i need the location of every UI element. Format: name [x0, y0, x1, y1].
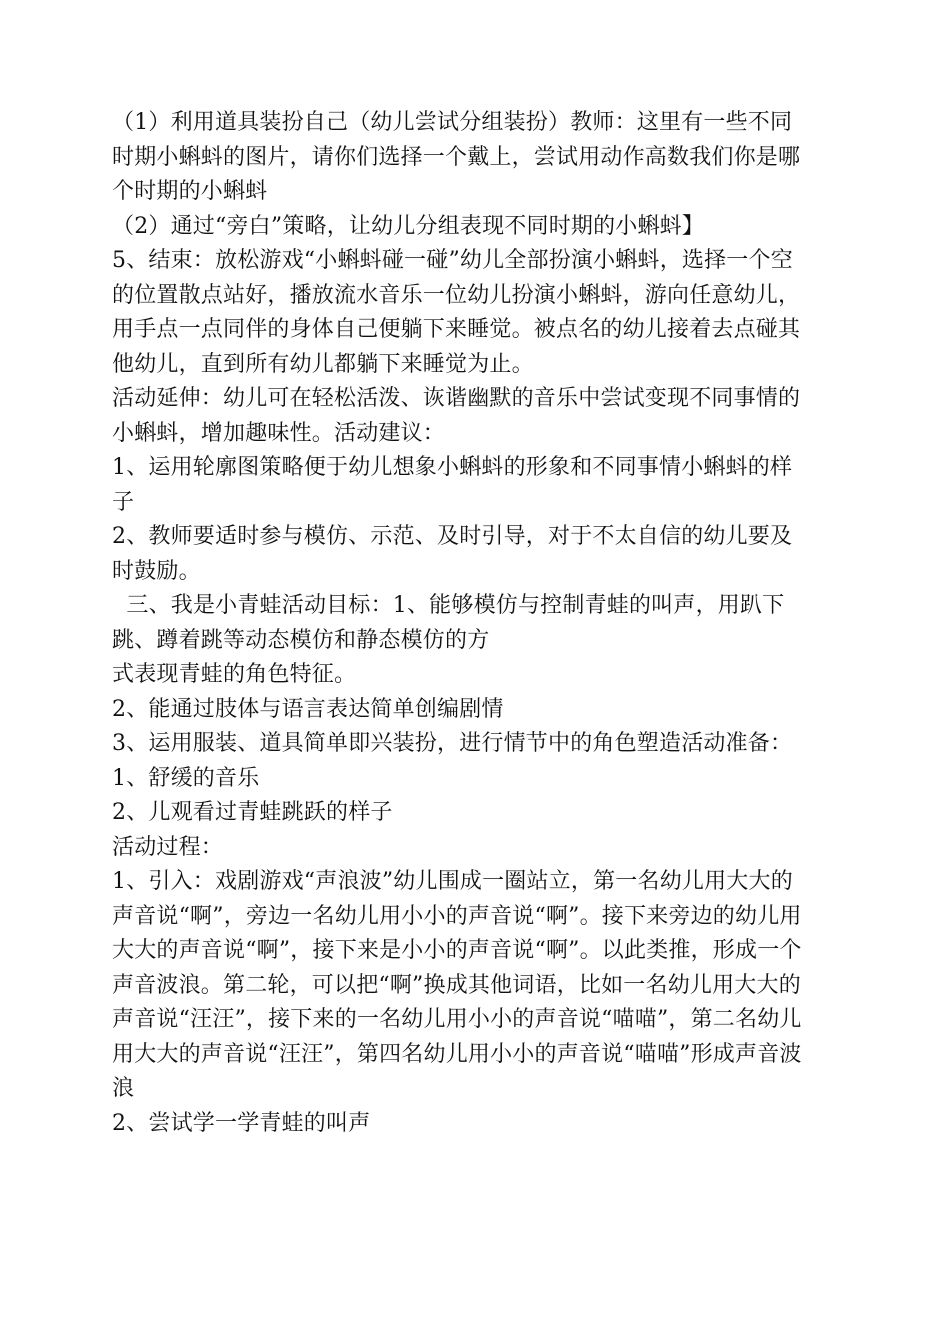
- document-body: [112, 106, 847, 1141]
- text-line: 3、运用服装、道具简单即兴装扮，进行情节中的角色塑造活动准备：: [112, 731, 793, 756]
- text-line: 三、我是小青蛙活动目标：1、能够模仿与控制青蛙的叫声，用趴下: [112, 593, 785, 618]
- text-line: 跳、蹲着跳等动态模仿和静态模仿的方: [112, 627, 490, 653]
- text-line: 他幼儿，直到所有幼儿都躺下来睡觉为止。: [112, 351, 534, 377]
- text-line: 2、儿观看过青蛙跳跃的样子: [112, 800, 393, 825]
- text-line: 5、结束：放松游戏“小蝌蚪碰一碰”幼儿全部扮演小蝌蚪，选择一个空: [112, 248, 793, 273]
- text-line: 2、尝试学一学青蛙的叫声: [112, 1110, 371, 1136]
- text-line: 个时期的小蝌蚪: [112, 179, 268, 204]
- text-line: 用手点一点同伴的身体自己便躺下来睡觉。被点名的幼儿接着去点碰其: [112, 317, 801, 342]
- text-line: 声音波浪。第二轮，可以把“啊”换成其他词语，比如一名幼儿用大大的: [112, 972, 801, 998]
- text-line: 2、能通过肢体与语言表达简单创编剧情: [112, 696, 504, 722]
- text-line: 式表现青蛙的角色特征。: [112, 662, 357, 687]
- text-line: 用大大的声音说“汪汪”，第四名幼儿用小小的声音说“喵喵”形成声音波: [112, 1041, 802, 1067]
- text-line: 2、教师要适时参与模仿、示范、及时引导，对于不太自信的幼儿要及: [112, 524, 793, 549]
- text-line: 1、引入：戏剧游戏“声浪波”幼儿围成一圈站立，第一名幼儿用大大的: [112, 869, 793, 894]
- text-line: （1）利用道具装扮自己（幼儿尝试分组装扮）教师：这里有一些不同: [112, 110, 793, 135]
- text-line: 活动延伸：幼儿可在轻松活泼、诙谐幽默的音乐中尝试变现不同事情的: [112, 386, 801, 411]
- text-line: 1、舒缓的音乐: [112, 765, 260, 791]
- text-line: 1、运用轮廓图策略便于幼儿想象小蝌蚪的形象和不同事情小蝌蚪的样: [112, 455, 793, 480]
- text-line: （2）通过“旁白”策略，让幼儿分组表现不同时期的小蝌蚪】: [112, 213, 705, 239]
- text-line: 小蝌蚪，增加趣味性。活动建议：: [112, 420, 446, 446]
- text-line: 活动过程：: [112, 834, 224, 860]
- text-line: 的位置散点站好，播放流水音乐一位幼儿扮演小蝌蚪，游向任意幼儿，: [112, 282, 801, 308]
- text-line: 大大的声音说“啊”，接下来是小小的声音说“啊”。以此类推，形成一个: [112, 938, 802, 963]
- text-line: 子: [112, 489, 135, 515]
- text-line: 声音说“啊”，旁边一名幼儿用小小的声音说“啊”。接下来旁边的幼儿用: [112, 903, 802, 929]
- text-line: 时期小蝌蚪的图片，请你们选择一个戴上，尝试用动作高数我们你是哪: [112, 144, 801, 170]
- text-line: 浪: [112, 1076, 135, 1101]
- text-line: 时鼓励。: [112, 558, 201, 584]
- text-line: 声音说“汪汪”，接下来的一名幼儿用小小的声音说“喵喵”，第二名幼儿: [112, 1007, 802, 1032]
